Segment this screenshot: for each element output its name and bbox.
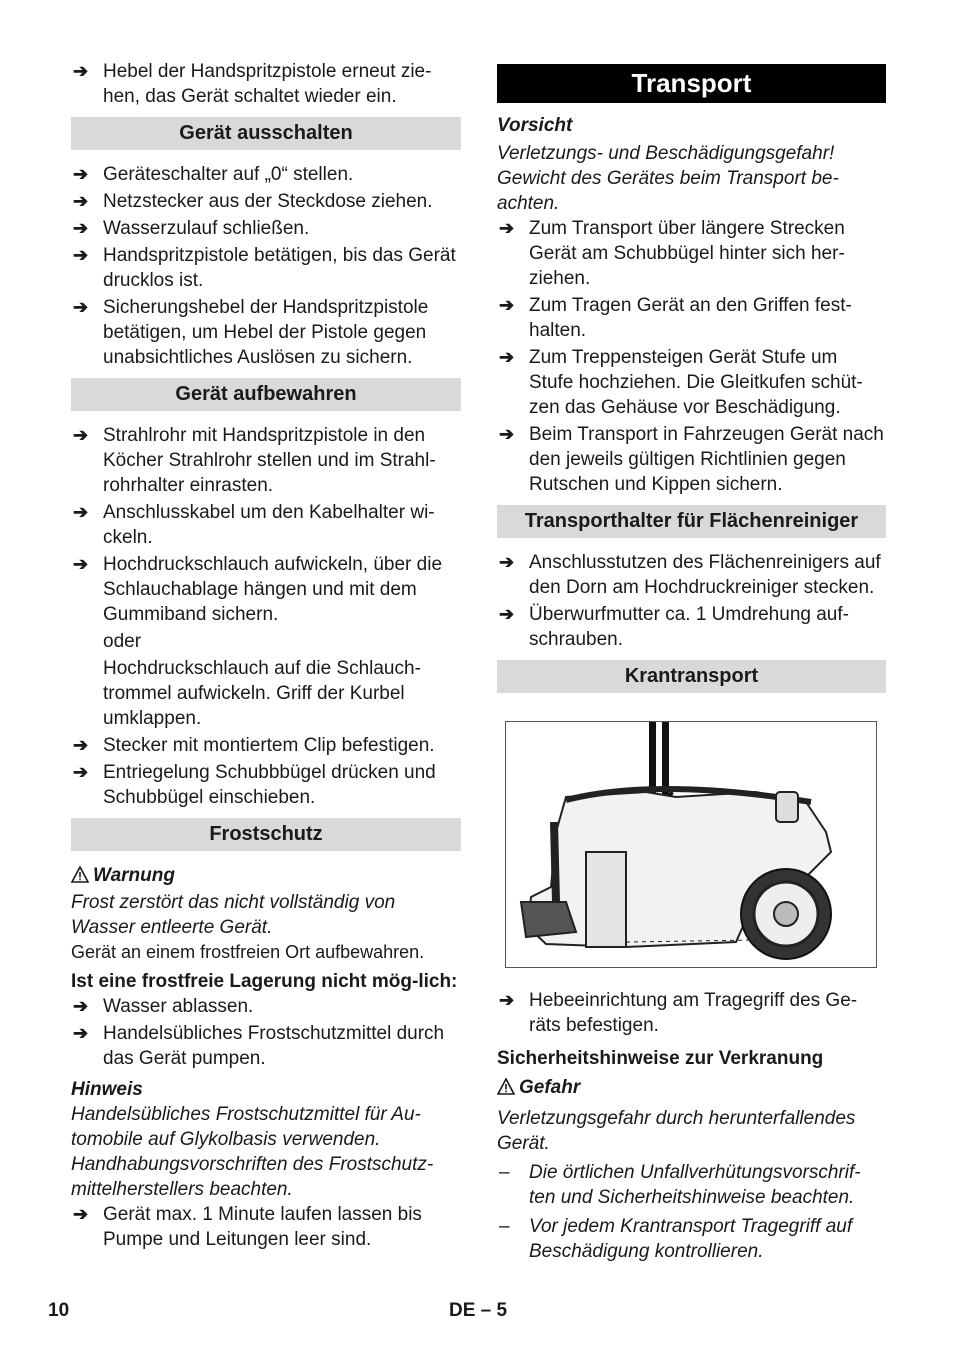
list-item: ➔ Wasser ablassen. <box>73 996 254 1017</box>
list-item: ➔ Anschlusstutzen des Flächenreinigers auf den Dorn am Hochdruckreiniger stecken. <box>499 552 881 598</box>
arrow-right-icon: ➔ <box>73 245 89 265</box>
oder-text: oder <box>103 631 142 652</box>
caution-label: Vorsicht <box>497 115 573 136</box>
arrow-right-icon: ➔ <box>73 502 89 522</box>
list-item: ➔ Gerät max. 1 Minute laufen lassen bis Pumpe und Leitungen leer sind. <box>73 1204 422 1250</box>
page-number: 10 <box>48 1300 70 1321</box>
subheading: Ist eine frostfreie Lagerung nicht mög-lich: <box>71 971 458 992</box>
arrow-right-icon: ➔ <box>73 61 89 81</box>
section-heading-transport: Transport <box>497 64 886 103</box>
section-reference: DE – 5 <box>449 1300 508 1321</box>
section-heading-frostschutz: Frostschutz <box>71 818 461 851</box>
list-item: ➔ Zum Treppensteigen Gerät Stufe um Stufe hochziehen. Die Gleitkufen schüt-zen das Gehäuse vor Beschädigung. <box>499 347 863 418</box>
note-label: Hinweis <box>71 1079 143 1100</box>
arrow-right-icon: ➔ <box>73 762 89 782</box>
crane-transport-illustration <box>505 721 877 968</box>
alternative-text: Hochdruckschlauch auf die Schlauch-trommel aufwickeln. Griff der Kurbel umklappen. <box>103 658 421 729</box>
section-heading-krantransport: Krantransport <box>497 660 886 693</box>
arrow-right-icon: ➔ <box>73 996 89 1016</box>
arrow-right-icon: ➔ <box>499 990 515 1010</box>
warning-label: Warnung <box>71 863 461 890</box>
list-item: ➔ Zum Tragen Gerät an den Griffen fest-halten. <box>499 295 852 341</box>
warning-triangle-icon <box>71 865 93 890</box>
list-item: ➔ Strahlrohr mit Handspritzpistole in den Köcher Strahlrohr stellen und im Strahl-rohrhalter einrasten. <box>73 425 436 496</box>
list-item: ➔ Anschlusskabel um den Kabelhalter wi-ckeln. <box>73 502 435 548</box>
danger-label: Gefahr <box>497 1075 886 1102</box>
dash-list-item: – Vor jedem Krantransport Tragegriff auf Beschädigung kontrollieren. <box>499 1216 853 1262</box>
list-item: ➔ Geräteschalter auf „0“ stellen. <box>73 164 354 185</box>
section-heading-geraet-ausschalten: Gerät ausschalten <box>71 117 461 150</box>
section-heading-transporthalter: Transporthalter für Flächenreiniger <box>497 505 886 538</box>
dash-list-item: – Die örtlichen Unfallverhütungsvorschrif-ten und Sicherheitshinweise beachten. <box>499 1162 861 1208</box>
arrow-right-icon: ➔ <box>499 424 515 444</box>
list-item: ➔ Zum Transport über längere Strecken Gerät am Schubbügel hinter sich her-ziehen. <box>499 218 845 289</box>
arrow-right-icon: ➔ <box>499 552 515 572</box>
arrow-right-icon: ➔ <box>73 425 89 445</box>
list-item: ➔ Stecker mit montiertem Clip befestigen. <box>73 735 435 756</box>
arrow-right-icon: ➔ <box>73 1204 89 1224</box>
list-item: ➔ Hochdruckschlauch aufwickeln, über die Schlauchablage hängen und mit dem Gummiband sichern. <box>73 554 443 625</box>
section-heading-geraet-aufbewahren: Gerät aufbewahren <box>71 378 461 411</box>
right-column <box>497 64 886 1268</box>
arrow-right-icon: ➔ <box>73 191 89 211</box>
list-item: ➔ Handspritzpistole betätigen, bis das Gerät drucklos ist. <box>73 245 456 291</box>
list-item: ➔ Überwurfmutter ca. 1 Umdrehung auf-schrauben. <box>499 604 849 650</box>
list-item: ➔ Beim Transport in Fahrzeugen Gerät nach den jeweils gültigen Richtlinien gegen Rutschen und Kippen sichern. <box>499 424 884 495</box>
list-item: ➔ Entriegelung Schubbbügel drücken und Schubbügel einschieben. <box>73 762 436 808</box>
plain-text: Gerät an einem frostfreien Ort aufbewahren. <box>71 942 425 962</box>
arrow-right-icon: ➔ <box>73 1023 89 1043</box>
arrow-right-icon: ➔ <box>73 297 89 317</box>
left-column <box>71 59 461 1254</box>
list-item: ➔ Handelsübliches Frostschutzmittel durch das Gerät pumpen. <box>73 1023 445 1069</box>
arrow-right-icon: ➔ <box>499 604 515 624</box>
caution-text: Verletzungs- und Beschädigungsgefahr! Gewicht des Gerätes beim Transport be-achten. <box>497 143 839 214</box>
subheading: Sicherheitshinweise zur Verkranung <box>497 1048 824 1069</box>
note-text: Handelsübliches Frostschutzmittel für Au-tomobile auf Glykolbasis verwenden. Handhabungsvorschriften des Frostschutz-mittelherstellers beachten. <box>71 1104 434 1200</box>
arrow-right-icon: ➔ <box>499 347 515 367</box>
arrow-right-icon: ➔ <box>499 295 515 315</box>
arrow-right-icon: ➔ <box>73 164 89 184</box>
arrow-right-icon: ➔ <box>499 218 515 238</box>
danger-text: Verletzungsgefahr durch herunterfallendes Gerät. <box>497 1108 856 1154</box>
list-item: ➔ Hebeeinrichtung am Tragegriff des Ge-räts befestigen. <box>499 990 858 1036</box>
arrow-right-icon: ➔ <box>73 218 89 238</box>
warning-text: Frost zerstört das nicht vollständig von Wasser entleerte Gerät. <box>71 892 396 938</box>
list-item: ➔ Hebel der Handspritzpistole erneut zie-hen, das Gerät schaltet wieder ein. <box>73 61 432 107</box>
warning-triangle-icon <box>497 1077 519 1102</box>
list-item: ➔ Netzstecker aus der Steckdose ziehen. <box>73 191 433 212</box>
arrow-right-icon: ➔ <box>73 735 89 755</box>
list-item: ➔ Wasserzulauf schließen. <box>73 218 310 239</box>
arrow-right-icon: ➔ <box>73 554 89 574</box>
list-item: ➔ Sicherungshebel der Handspritzpistole betätigen, um Hebel der Pistole gegen unabsichtliches Auslösen zu sichern. <box>73 297 429 368</box>
